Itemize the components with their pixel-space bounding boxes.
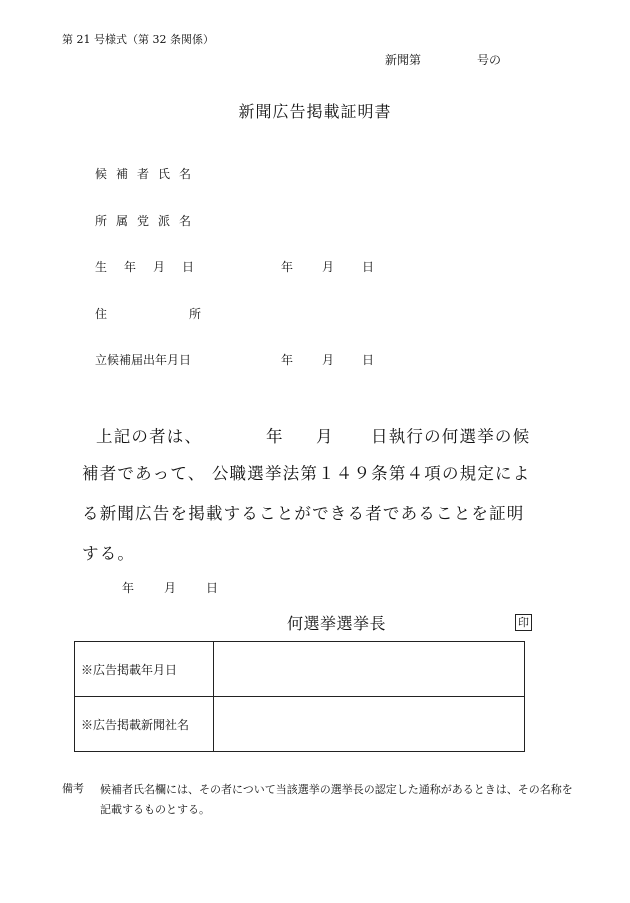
body-line-1d: 日執行の何選挙の候 [371, 427, 531, 446]
newspaper-number-suffix: 号の [477, 53, 502, 67]
field-filing-date: 立候補届出年月日 [95, 353, 192, 367]
body-line-1c: 月 [316, 427, 334, 446]
field-address-1: 住 [95, 307, 108, 321]
body-line-1b: 年 [266, 427, 284, 446]
body-line-1a: 上記の者は、 [96, 427, 203, 446]
newspaper-name-value[interactable] [214, 697, 525, 752]
table-row [75, 697, 525, 752]
newspaper-number-line [385, 51, 501, 68]
field-birth-date: 生年月日 [95, 260, 212, 274]
publication-table [74, 641, 525, 752]
body-line-2: 補者であって、 公職選挙法第１４９条第４項の規定によ [82, 464, 531, 483]
table-row [75, 642, 525, 697]
body-line-4: する。 [82, 544, 136, 563]
birth-month-unit: 月 [322, 260, 335, 274]
issue-year-unit: 年 [122, 581, 135, 595]
seal-mark: 印 [515, 614, 532, 631]
issue-month-unit: 月 [164, 581, 177, 595]
newspaper-number-prefix: 新聞第 [385, 53, 422, 67]
birth-day-unit: 日 [362, 260, 375, 274]
birth-year-unit: 年 [281, 260, 294, 274]
field-party: 所属党派名 [95, 214, 201, 228]
field-candidate-name: 候補者氏名 [95, 167, 201, 181]
newspaper-name-label: ※広告掲載新聞社名 [75, 697, 214, 752]
note-text: 候補者氏名欄には、その者について当該選挙の選挙長の認定した通称があるときは、その名称を記載するものとする。 [100, 783, 573, 816]
field-address-2: 所 [189, 307, 202, 321]
election-chief-title: 何選挙選挙長 [287, 614, 387, 633]
issue-date [122, 579, 218, 596]
filing-day-unit: 日 [362, 353, 375, 367]
filing-year-unit: 年 [281, 353, 294, 367]
filing-month-unit: 月 [322, 353, 335, 367]
issue-day-unit: 日 [206, 581, 219, 595]
body-line-3: る新聞広告を掲載することができる者であることを証明 [82, 504, 525, 523]
publication-date-value[interactable] [214, 642, 525, 697]
document-title: 新聞広告掲載証明書 [238, 102, 392, 121]
publication-date-label: ※広告掲載年月日 [75, 642, 214, 697]
note-heading: 備考 [62, 782, 84, 795]
form-number: 第 21 号様式（第 32 条関係） [62, 33, 214, 46]
